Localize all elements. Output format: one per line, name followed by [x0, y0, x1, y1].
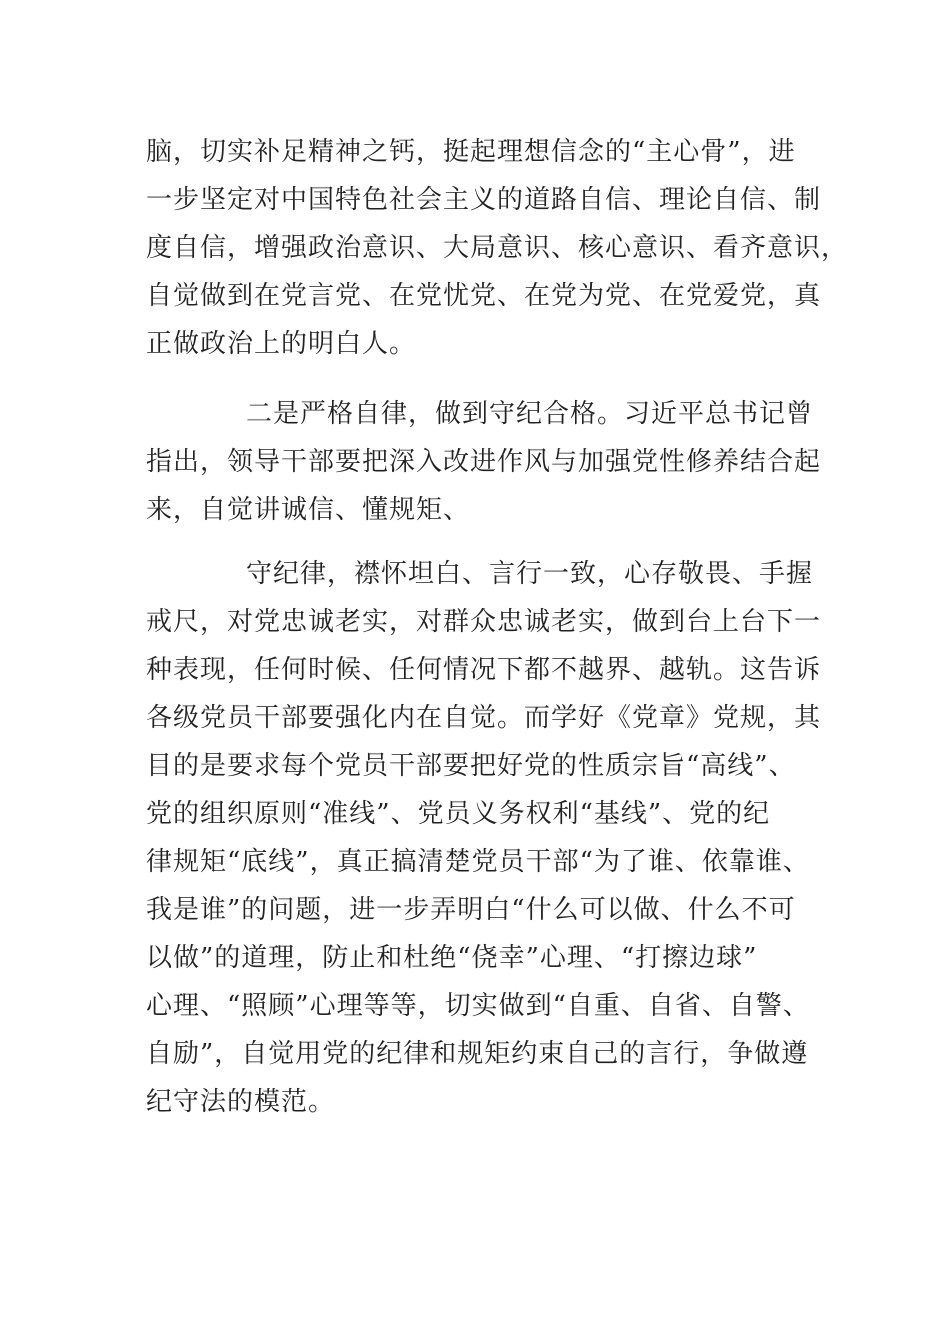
p2-line-1: 二是严格自律，做到守纪合格。习近平总书记曾	[246, 399, 814, 429]
p3-line-8: 我是谁”的问题，进一步弄明白“什么可以做、什么不可	[146, 895, 796, 925]
p3-line-3: 种表现，任何时候、任何情况下都不越界、越轨。这告诉	[146, 655, 822, 685]
p3-line-12: 纪守法的模范。	[146, 1087, 336, 1117]
p1-line-1: 脑，切实补足精神之钙，挺起理想信念的“主心骨”，进	[146, 137, 796, 167]
p1-line-5: 正做政治上的明白人。	[146, 329, 417, 359]
p3-line-9: 以做”的道理，防止和杜绝“侥幸”心理、“打擦边球”	[146, 943, 758, 973]
p1-line-3: 度自信，增强政治意识、大局意识、核心意识、看齐意识，	[146, 233, 849, 263]
p1-line-4: 自觉做到在党言党、在党忧党、在党为党、在党爱党，真	[146, 281, 822, 311]
p3-line-10: 心理、“照顾”心理等等，切实做到“自重、自省、自警、	[146, 991, 810, 1021]
p3-line-11: 自励”，自觉用党的纪律和规矩约束自己的言行，争做遵	[146, 1039, 809, 1069]
p3-line-4: 各级党员干部要强化内在自觉。而学好《党章》党规，其	[146, 703, 822, 733]
p3-line-7: 律规矩“底线”，真正搞清楚党员干部“为了谁、依靠谁、	[146, 847, 810, 877]
p3-line-5: 目的是要求每个党员干部要把好党的性质宗旨“高线”、	[146, 751, 796, 781]
p2-line-2: 指出，领导干部要把深入改进作风与加强党性修养结合起	[146, 447, 822, 477]
p3-line-2: 戒尺，对党忠诚老实，对群众忠诚老实，做到台上台下一	[146, 607, 822, 637]
p3-line-6: 党的组织原则“准线”、党员义务权利“基线”、党的纪	[146, 799, 771, 829]
p1-line-2: 一步坚定对中国特色社会主义的道路自信、理论自信、制	[146, 185, 822, 215]
p3-line-1: 守纪律，襟怀坦白、言行一致，心存敬畏、手握	[246, 559, 814, 589]
p2-line-3: 来，自觉讲诚信、懂规矩、	[146, 495, 471, 525]
